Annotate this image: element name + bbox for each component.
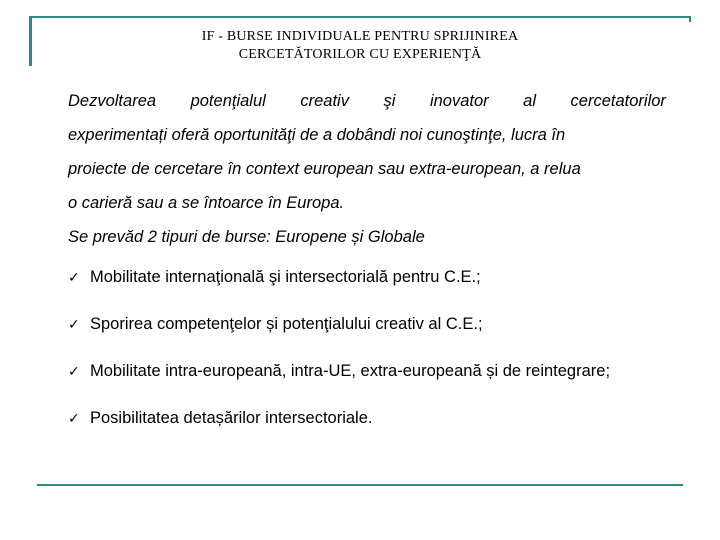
frame-right-border <box>689 16 691 22</box>
paragraph-line-1 <box>68 84 666 118</box>
checkmark-icon: ✓ <box>68 317 80 333</box>
paragraph-word: al <box>523 92 537 110</box>
bullet-item <box>68 409 688 456</box>
intro-paragraph <box>68 84 666 254</box>
frame-top-border <box>29 16 691 18</box>
bullet-item <box>68 268 688 315</box>
paragraph-word: Dezvoltarea <box>68 92 157 110</box>
bottom-divider <box>37 484 683 486</box>
paragraph-word: potenţialul <box>190 92 266 110</box>
paragraph-word: şi <box>383 92 396 110</box>
slide-title-line1: IF - BURSE INDIVIDUALE PENTRU SPRIJINIREA <box>201 29 519 44</box>
bullet-list <box>68 268 688 456</box>
paragraph-line-3: proiecte de cercetare în context european sau extra-european, a relua <box>68 160 581 178</box>
paragraph-word: creativ <box>300 92 349 110</box>
slide-title-line2: CERCETĂTORILOR CU EXPERIENŢĂ <box>238 47 482 62</box>
bullet-item <box>68 315 688 362</box>
paragraph-line-2: experimentați oferă oportunităţi de a dobândi noi cunoştinţe, lucra în <box>68 126 566 144</box>
paragraph-line-5: Se prevăd 2 tipuri de burse: Europene și Globale <box>68 228 425 246</box>
checkmark-icon: ✓ <box>68 411 80 427</box>
bullet-text: Posibilitatea detașărilor intersectoriale. <box>90 409 373 427</box>
slide-title <box>40 28 680 64</box>
checkmark-icon: ✓ <box>68 270 80 286</box>
bullet-text: Mobilitate intra-europeană, intra-UE, extra-europeană și de reintegrare; <box>90 362 611 380</box>
paragraph-word: cercetatorilor <box>570 92 666 110</box>
paragraph-word: inovator <box>429 92 489 110</box>
paragraph-line-4: o carieră sau a se întoarce în Europa. <box>68 194 345 212</box>
bullet-text: Mobilitate internaţională şi intersectorială pentru C.E.; <box>90 268 481 286</box>
frame-left-border <box>29 16 32 66</box>
checkmark-icon: ✓ <box>68 364 80 380</box>
bullet-text: Sporirea competenţelor și potenţialului creativ al C.E.; <box>90 315 483 333</box>
bullet-item <box>68 362 688 409</box>
